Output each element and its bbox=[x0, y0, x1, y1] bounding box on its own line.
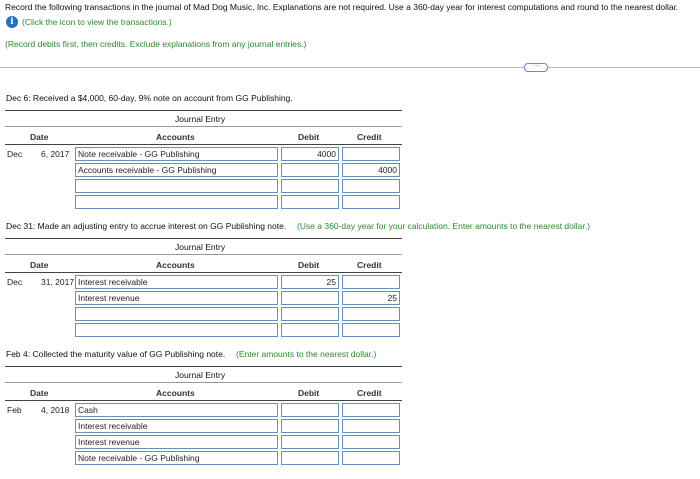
credit-input[interactable] bbox=[342, 403, 400, 417]
debit-input[interactable] bbox=[281, 323, 339, 337]
accounts-header: Accounts bbox=[156, 260, 195, 270]
section-title: Feb 4: Collected the maturity value of GG Publishing note. bbox=[6, 349, 226, 359]
section-title: Dec 6: Received a $4,000, 60-day, 9% note on account from GG Publishing. bbox=[6, 93, 293, 103]
info-icon[interactable]: i bbox=[6, 16, 18, 28]
view-transactions-link[interactable]: (Click the icon to view the transactions.) bbox=[22, 17, 172, 27]
date-month: Dec bbox=[7, 277, 23, 287]
journal-entry-title: Journal Entry bbox=[175, 242, 226, 252]
credit-input[interactable] bbox=[342, 419, 400, 433]
section-title: Dec 31: Made an adjusting entry to accrue interest on GG Publishing note. bbox=[6, 221, 287, 231]
date-header: Date bbox=[30, 132, 49, 142]
more-button[interactable]: ····· bbox=[524, 63, 548, 72]
date-header: Date bbox=[30, 388, 49, 398]
debit-header: Debit bbox=[298, 132, 320, 142]
credit-input[interactable]: 25 bbox=[342, 291, 400, 305]
section-note: (Enter amounts to the nearest dollar.) bbox=[236, 349, 377, 359]
debit-input[interactable] bbox=[281, 291, 339, 305]
accounts-header: Accounts bbox=[156, 132, 195, 142]
header-bottom-rule bbox=[5, 272, 402, 273]
journal-entry-title: Journal Entry bbox=[175, 114, 226, 124]
journal-entry-title: Journal Entry bbox=[175, 370, 226, 380]
credit-header: Credit bbox=[357, 260, 382, 270]
account-input[interactable] bbox=[75, 179, 278, 193]
debit-input[interactable] bbox=[281, 163, 339, 177]
debit-input[interactable] bbox=[281, 195, 339, 209]
credit-input[interactable] bbox=[342, 179, 400, 193]
account-input[interactable]: Interest revenue bbox=[75, 291, 278, 305]
credit-input[interactable] bbox=[342, 147, 400, 161]
credit-input[interactable] bbox=[342, 451, 400, 465]
credit-header: Credit bbox=[357, 132, 382, 142]
date-day: 31, 2017 bbox=[41, 277, 75, 287]
debit-input[interactable]: 4000 bbox=[281, 147, 339, 161]
debit-header: Debit bbox=[298, 388, 320, 398]
record-hint: (Record debits first, then credits. Exclude explanations from any journal entries.) bbox=[5, 39, 307, 49]
debit-input[interactable]: 25 bbox=[281, 275, 339, 289]
debit-input[interactable] bbox=[281, 307, 339, 321]
debit-input[interactable] bbox=[281, 179, 339, 193]
date-month: Dec bbox=[7, 149, 23, 159]
debit-header: Debit bbox=[298, 260, 320, 270]
account-input[interactable]: Interest revenue bbox=[75, 435, 278, 449]
date-day: 6, 2017 bbox=[41, 149, 70, 159]
header-bottom-rule bbox=[5, 400, 402, 401]
debit-input[interactable] bbox=[281, 435, 339, 449]
table-top-rule bbox=[5, 366, 402, 367]
account-input[interactable]: Interest receivable bbox=[75, 419, 278, 433]
debit-input[interactable] bbox=[281, 451, 339, 465]
header-bottom-rule bbox=[5, 144, 402, 145]
credit-input[interactable]: 4000 bbox=[342, 163, 400, 177]
section-note: (Use a 360-day year for your calculation. Enter amounts to the nearest dollar.) bbox=[297, 221, 590, 231]
accounts-header: Accounts bbox=[156, 388, 195, 398]
credit-input[interactable] bbox=[342, 323, 400, 337]
account-input[interactable] bbox=[75, 307, 278, 321]
date-header: Date bbox=[30, 260, 49, 270]
account-input[interactable]: Accounts receivable - GG Publishing bbox=[75, 163, 278, 177]
account-input[interactable]: Interest receivable bbox=[75, 275, 278, 289]
header-rule bbox=[5, 254, 402, 255]
date-month: Feb bbox=[7, 405, 22, 415]
account-input[interactable]: Note receivable - GG Publishing bbox=[75, 147, 278, 161]
table-top-rule bbox=[5, 238, 402, 239]
credit-input[interactable] bbox=[342, 275, 400, 289]
table-top-rule bbox=[5, 110, 402, 111]
account-input[interactable] bbox=[75, 323, 278, 337]
divider bbox=[0, 67, 700, 68]
header-rule bbox=[5, 126, 402, 127]
account-input[interactable]: Note receivable - GG Publishing bbox=[75, 451, 278, 465]
debit-input[interactable] bbox=[281, 419, 339, 433]
date-day: 4, 2018 bbox=[41, 405, 70, 415]
account-input[interactable] bbox=[75, 195, 278, 209]
instructions-text: Record the following transactions in the journal of Mad Dog Music, Inc. Explanations are not required. Use a 360-day year for interest computations and round to the nearest dollar. bbox=[5, 2, 679, 12]
debit-input[interactable] bbox=[281, 403, 339, 417]
credit-input[interactable] bbox=[342, 195, 400, 209]
credit-header: Credit bbox=[357, 388, 382, 398]
account-input[interactable]: Cash bbox=[75, 403, 278, 417]
credit-input[interactable] bbox=[342, 435, 400, 449]
header-rule bbox=[5, 382, 402, 383]
credit-input[interactable] bbox=[342, 307, 400, 321]
